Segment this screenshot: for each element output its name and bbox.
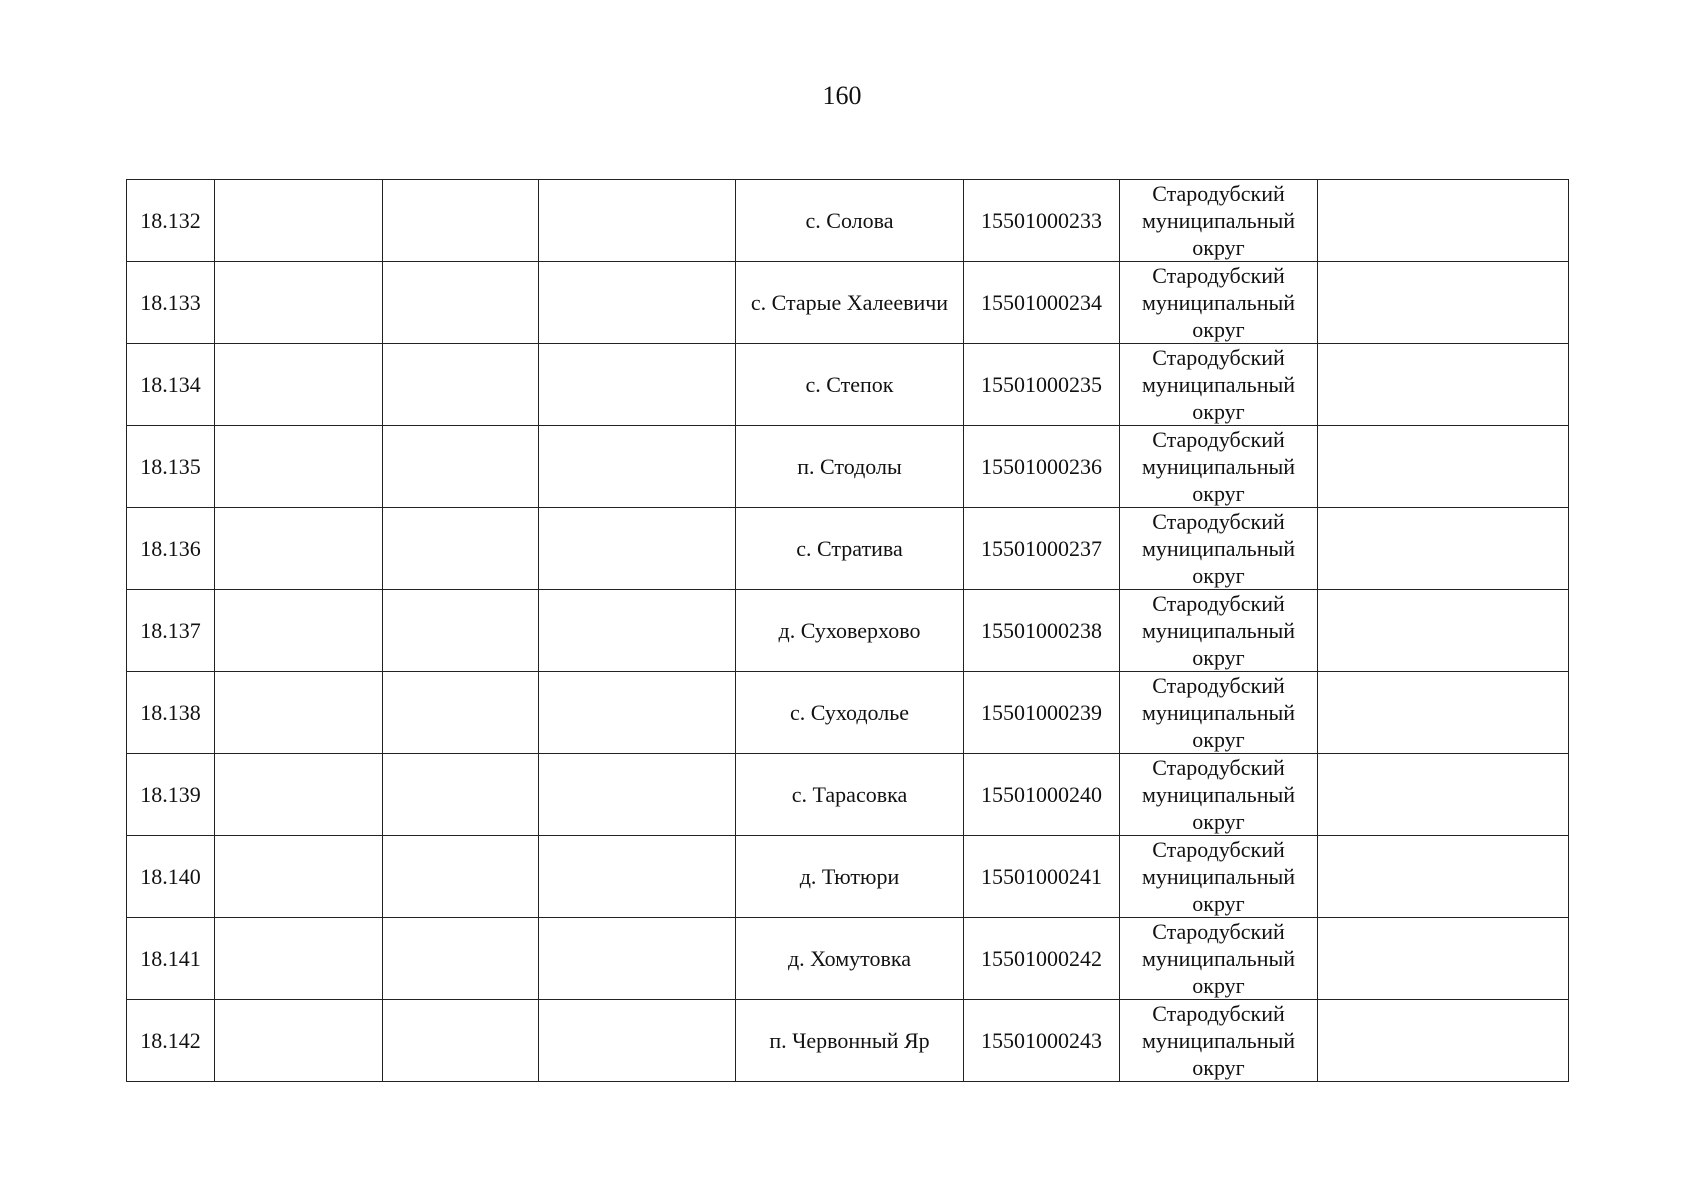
district-cell: Стародубский муниципальный округ <box>1120 180 1318 262</box>
row-number-cell: 18.142 <box>127 1000 215 1082</box>
empty-cell <box>383 262 539 344</box>
empty-cell <box>215 672 383 754</box>
empty-cell <box>215 836 383 918</box>
empty-cell <box>383 180 539 262</box>
empty-cell <box>383 426 539 508</box>
district-cell: Стародубский муниципальный округ <box>1120 672 1318 754</box>
settlement-name-cell: п. Червонный Яр <box>736 1000 964 1082</box>
empty-cell <box>215 262 383 344</box>
district-cell: Стародубский муниципальный округ <box>1120 262 1318 344</box>
settlement-code-cell: 15501000233 <box>964 180 1120 262</box>
empty-cell <box>383 1000 539 1082</box>
empty-cell <box>539 590 736 672</box>
settlement-code-cell: 15501000238 <box>964 590 1120 672</box>
settlement-name-cell: д. Тютюри <box>736 836 964 918</box>
district-cell: Стародубский муниципальный округ <box>1120 426 1318 508</box>
row-number-cell: 18.134 <box>127 344 215 426</box>
empty-cell <box>1318 754 1569 836</box>
empty-cell <box>539 836 736 918</box>
district-cell: Стародубский муниципальный округ <box>1120 344 1318 426</box>
table-row <box>127 836 1569 918</box>
settlement-code-cell: 15501000242 <box>964 918 1120 1000</box>
row-number-cell: 18.138 <box>127 672 215 754</box>
settlement-name-cell: с. Суходолье <box>736 672 964 754</box>
district-cell: Стародубский муниципальный округ <box>1120 590 1318 672</box>
empty-cell <box>215 590 383 672</box>
settlement-code-cell: 15501000235 <box>964 344 1120 426</box>
empty-cell <box>1318 918 1569 1000</box>
empty-cell <box>383 590 539 672</box>
empty-cell <box>539 180 736 262</box>
empty-cell <box>215 344 383 426</box>
empty-cell <box>1318 426 1569 508</box>
settlement-code-cell: 15501000239 <box>964 672 1120 754</box>
empty-cell <box>383 918 539 1000</box>
settlement-name-cell: с. Стратива <box>736 508 964 590</box>
district-cell: Стародубский муниципальный округ <box>1120 836 1318 918</box>
table-row <box>127 1000 1569 1082</box>
empty-cell <box>1318 508 1569 590</box>
empty-cell <box>215 508 383 590</box>
table-row <box>127 918 1569 1000</box>
row-number-cell: 18.133 <box>127 262 215 344</box>
empty-cell <box>539 672 736 754</box>
empty-cell <box>215 426 383 508</box>
row-number-cell: 18.139 <box>127 754 215 836</box>
row-number-cell: 18.135 <box>127 426 215 508</box>
empty-cell <box>1318 672 1569 754</box>
row-number-cell: 18.136 <box>127 508 215 590</box>
settlement-name-cell: п. Стодолы <box>736 426 964 508</box>
settlement-code-cell: 15501000234 <box>964 262 1120 344</box>
district-cell: Стародубский муниципальный округ <box>1120 508 1318 590</box>
empty-cell <box>215 754 383 836</box>
settlements-table <box>126 179 1569 1082</box>
empty-cell <box>539 426 736 508</box>
table-body <box>127 180 1569 1082</box>
settlement-code-cell: 15501000240 <box>964 754 1120 836</box>
empty-cell <box>539 262 736 344</box>
empty-cell <box>1318 590 1569 672</box>
settlement-name-cell: с. Степок <box>736 344 964 426</box>
empty-cell <box>1318 180 1569 262</box>
empty-cell <box>1318 836 1569 918</box>
settlement-name-cell: с. Солова <box>736 180 964 262</box>
empty-cell <box>539 918 736 1000</box>
empty-cell <box>1318 344 1569 426</box>
empty-cell <box>215 918 383 1000</box>
settlement-code-cell: 15501000237 <box>964 508 1120 590</box>
row-number-cell: 18.141 <box>127 918 215 1000</box>
table-row <box>127 672 1569 754</box>
empty-cell <box>383 344 539 426</box>
settlement-code-cell: 15501000243 <box>964 1000 1120 1082</box>
empty-cell <box>215 180 383 262</box>
district-cell: Стародубский муниципальный округ <box>1120 1000 1318 1082</box>
district-cell: Стародубский муниципальный округ <box>1120 754 1318 836</box>
empty-cell <box>383 836 539 918</box>
row-number-cell: 18.137 <box>127 590 215 672</box>
empty-cell <box>539 1000 736 1082</box>
table-row <box>127 590 1569 672</box>
empty-cell <box>1318 262 1569 344</box>
table-row <box>127 754 1569 836</box>
empty-cell <box>539 508 736 590</box>
page-number: 160 <box>822 81 862 110</box>
empty-cell <box>383 754 539 836</box>
table-row <box>127 344 1569 426</box>
settlement-code-cell: 15501000236 <box>964 426 1120 508</box>
settlement-code-cell: 15501000241 <box>964 836 1120 918</box>
table-row <box>127 426 1569 508</box>
empty-cell <box>539 344 736 426</box>
empty-cell <box>1318 1000 1569 1082</box>
settlement-name-cell: с. Старые Халеевичи <box>736 262 964 344</box>
empty-cell <box>215 1000 383 1082</box>
table-row <box>127 508 1569 590</box>
district-cell: Стародубский муниципальный округ <box>1120 918 1318 1000</box>
table-row <box>127 262 1569 344</box>
empty-cell <box>383 672 539 754</box>
empty-cell <box>383 508 539 590</box>
row-number-cell: 18.140 <box>127 836 215 918</box>
row-number-cell: 18.132 <box>127 180 215 262</box>
empty-cell <box>539 754 736 836</box>
settlement-name-cell: д. Хомутовка <box>736 918 964 1000</box>
table-row <box>127 180 1569 262</box>
settlement-name-cell: с. Тарасовка <box>736 754 964 836</box>
settlement-name-cell: д. Суховерхово <box>736 590 964 672</box>
